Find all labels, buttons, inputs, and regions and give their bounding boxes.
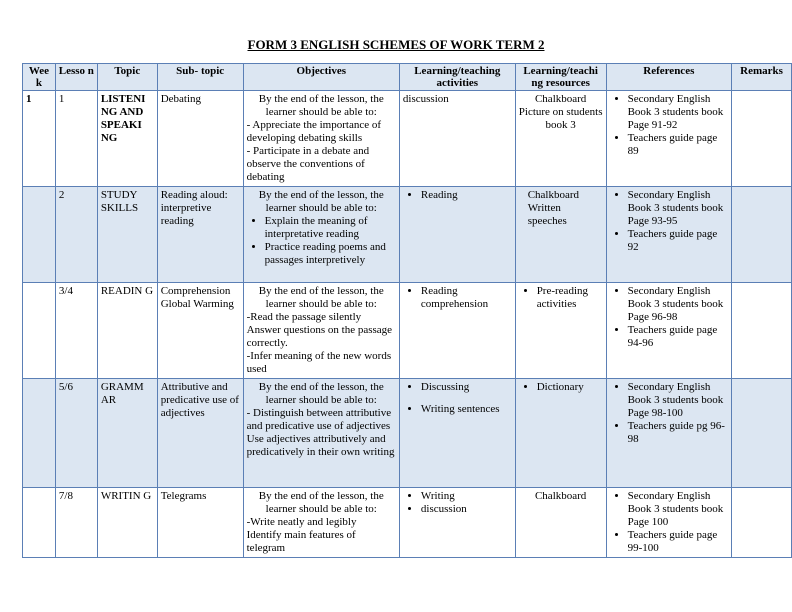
cell-references (606, 187, 731, 283)
cell-resources (515, 91, 606, 187)
cell-remarks (732, 379, 792, 488)
schemes-table (22, 63, 792, 558)
reference-item: • Teachers guide pg 96-98 (628, 420, 728, 446)
cell-lesson: 5/6 (55, 379, 97, 488)
cell-remarks (732, 283, 792, 379)
cell-activities (399, 488, 515, 558)
header-lesson: Lesso n (55, 64, 97, 91)
cell-objectives (243, 379, 399, 488)
cell-resources (515, 283, 606, 379)
objective-item: -Write neatly and legibly (246, 516, 357, 528)
header-references: References (606, 64, 731, 91)
objective-item: - Appreciate the importance of developing debating skills (246, 119, 382, 144)
reference-item: • Teachers guide page 99-100 (628, 529, 728, 555)
cell-topic: READIN G (97, 283, 157, 379)
reference-item: • Secondary English Book 3 students book Page 96-98 (628, 285, 728, 324)
objective-item: Use adjectives attributively and predicatively in their own writing (246, 433, 395, 458)
reference-item: • Secondary English Book 3 students book Page 100 (628, 490, 728, 529)
header-objectives: Objectives (243, 64, 399, 91)
resource-item: Chalkboard (534, 93, 587, 105)
table-row (23, 187, 792, 283)
cell-resources (515, 488, 606, 558)
cell-activities (399, 379, 515, 488)
cell-references (606, 91, 731, 187)
objectives-intro: By the end of the lesson, the learner should be able to: (258, 381, 384, 406)
cell-resources (515, 187, 606, 283)
cell-remarks (732, 488, 792, 558)
cell-topic: GRAMM AR (97, 379, 157, 488)
activity-item: • Discussing (421, 381, 512, 394)
cell-activities (399, 187, 515, 283)
resource-item: • Dictionary (537, 381, 603, 394)
cell-subtopic: Reading aloud: interpretive reading (157, 187, 243, 283)
table-row (23, 283, 792, 379)
cell-resources (515, 379, 606, 488)
objective-item: - Participate in a debate and observe the conventions of debating (246, 145, 370, 183)
objectives-intro: By the end of the lesson, the learner should be able to: (258, 285, 384, 310)
activity-item: • Writing (421, 490, 512, 503)
cell-objectives (243, 91, 399, 187)
objective-item: Identify main features of telegram (246, 529, 356, 554)
objective-item: - Distinguish between attributive and predicative use of adjectives (246, 407, 392, 432)
cell-activities (399, 283, 515, 379)
cell-lesson: 3/4 (55, 283, 97, 379)
cell-week (23, 283, 56, 379)
cell-remarks (732, 187, 792, 283)
cell-topic: LISTENI NG AND SPEAKI NG (97, 91, 157, 187)
header-week: Wee k (23, 64, 56, 91)
resource-item: Chalkboard (527, 189, 580, 201)
activity-item: • Reading comprehension (421, 285, 512, 311)
header-activities: Learning/teaching activities (399, 64, 515, 91)
table-row (23, 91, 792, 187)
cell-remarks (732, 91, 792, 187)
cell-topic: WRITIN G (97, 488, 157, 558)
table-row (23, 379, 792, 488)
cell-subtopic: Debating (157, 91, 243, 187)
activity-item: • discussion (421, 503, 512, 516)
cell-topic: STUDY SKILLS (97, 187, 157, 283)
cell-objectives (243, 283, 399, 379)
objective-item: -Read the passage silently (246, 311, 362, 323)
cell-references (606, 379, 731, 488)
reference-item: • Secondary English Book 3 students book Page 93-95 (628, 189, 728, 228)
header-subtopic: Sub- topic (157, 64, 243, 91)
objective-item: Answer questions on the passage correctly. (246, 324, 393, 349)
cell-week (23, 488, 56, 558)
activity-item: • Reading (421, 189, 512, 202)
cell-week: 1 (23, 91, 56, 187)
reference-item: • Teachers guide page 94-96 (628, 324, 728, 350)
activity-item: • Writing sentences (421, 403, 512, 416)
cell-week (23, 379, 56, 488)
table-row (23, 488, 792, 558)
table-header-row (23, 64, 792, 91)
cell-subtopic: Telegrams (157, 488, 243, 558)
cell-lesson: 2 (55, 187, 97, 283)
reference-item: • Teachers guide page 92 (628, 228, 728, 254)
cell-subtopic: Attributive and predicative use of adjectives (157, 379, 243, 488)
document-title: FORM 3 ENGLISH SCHEMES OF WORK TERM 2 (247, 37, 545, 52)
cell-references (606, 283, 731, 379)
cell-objectives (243, 187, 399, 283)
objectives-intro: By the end of the lesson, the learner should be able to: (258, 93, 384, 118)
objective-item: • Practice reading poems and passages interpretively (265, 241, 396, 267)
cell-activities: discussion (399, 91, 515, 187)
reference-item: • Secondary English Book 3 students book Page 98-100 (628, 381, 728, 420)
reference-item: • Teachers guide page 89 (628, 132, 728, 158)
objective-item: -Infer meaning of the new words used (246, 350, 392, 375)
resource-item: Picture on students book 3 (518, 106, 603, 131)
reference-item: • Secondary English Book 3 students book Page 91-92 (628, 93, 728, 132)
cell-lesson: 1 (55, 91, 97, 187)
objective-item: • Explain the meaning of interpretative reading (265, 215, 396, 241)
resource-item: Written speeches (527, 202, 567, 227)
cell-week (23, 187, 56, 283)
cell-lesson: 7/8 (55, 488, 97, 558)
objectives-intro: By the end of the lesson, the learner should be able to: (258, 490, 384, 515)
header-topic: Topic (97, 64, 157, 91)
cell-references (606, 488, 731, 558)
header-resources: Learning/teachi ng resources (515, 64, 606, 91)
cell-subtopic: Comprehension Global Warming (157, 283, 243, 379)
cell-objectives (243, 488, 399, 558)
resource-item: • Pre-reading activities (537, 285, 603, 311)
objectives-intro: By the end of the lesson, the learner should be able to: (258, 189, 384, 214)
header-remarks: Remarks (732, 64, 792, 91)
resource-item: Chalkboard (534, 490, 587, 502)
